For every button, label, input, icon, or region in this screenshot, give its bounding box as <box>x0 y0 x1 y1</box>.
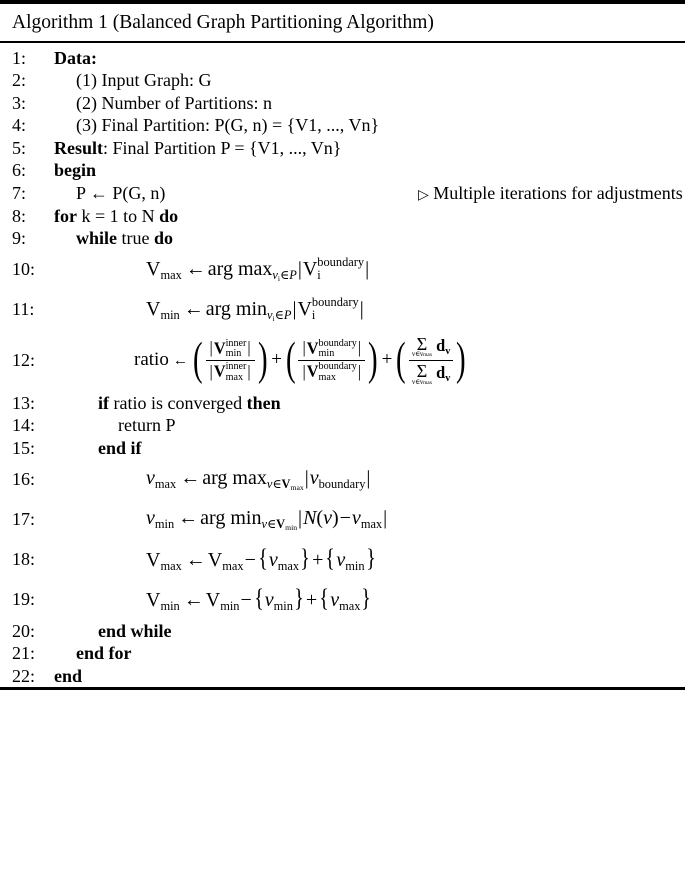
math-expression-vmax-argmax <box>146 256 370 284</box>
math-expression-update-vmax <box>146 545 377 574</box>
math-v: v <box>261 516 267 531</box>
math-sub-max: max <box>277 559 300 574</box>
math-brace-open: { <box>253 585 264 613</box>
math-v: v <box>146 466 155 489</box>
math-argmin: arg min <box>205 297 268 320</box>
line-number: 18: <box>12 548 36 569</box>
math-abs-open: | <box>297 257 302 280</box>
math-sum <box>412 362 432 386</box>
math-paren-close: ) <box>331 506 339 529</box>
math-denominator <box>409 360 453 386</box>
math-expression-vmax-lower <box>146 467 371 493</box>
math-v: v <box>330 589 340 612</box>
line-number: 2: <box>12 70 27 91</box>
line-number: 7: <box>12 183 27 204</box>
math-arrow: ← <box>178 506 199 529</box>
algorithm-line <box>0 414 685 437</box>
math-P: P <box>289 267 297 282</box>
line-number: 9: <box>12 228 27 249</box>
math-supsub <box>319 362 357 383</box>
math-V: V <box>146 589 161 612</box>
math-abs-close: | <box>357 338 362 357</box>
algorithm-line <box>0 182 685 205</box>
math-v: v <box>351 506 361 529</box>
math-sub-min: min <box>225 348 242 360</box>
math-minus: − <box>244 549 256 572</box>
math-paren-close: ) <box>456 334 466 386</box>
math-sup-boundary: boundary <box>318 361 357 373</box>
math-brace-close: } <box>294 585 304 613</box>
math-abs-open: | <box>292 297 297 320</box>
math-sub-condition <box>261 518 297 533</box>
line-number: 3: <box>12 92 27 113</box>
algorithm-line <box>0 114 685 137</box>
math-V: V <box>213 338 226 357</box>
math-plus: + <box>305 589 318 612</box>
line-text: end <box>54 665 83 686</box>
line-text: end if <box>98 438 142 459</box>
math-minus: − <box>339 506 351 529</box>
algorithm-line <box>0 460 685 500</box>
math-fraction <box>298 339 365 383</box>
math-numerator <box>409 335 453 360</box>
algorithm-line <box>0 642 685 665</box>
math-abs-open: | <box>302 338 306 357</box>
math-arrow: ← <box>185 257 206 280</box>
algorithm-line <box>0 47 685 70</box>
line-text: begin <box>54 160 97 181</box>
math-abs-close: | <box>366 466 371 489</box>
math-sup-inner: inner <box>225 337 247 349</box>
line-text: true <box>121 228 150 249</box>
math-d: d <box>436 363 446 383</box>
math-expression-update-vmin <box>146 585 372 614</box>
algorithm-line <box>0 159 685 182</box>
math-sub-min: min <box>285 523 298 533</box>
math-paren-open: ( <box>285 334 296 386</box>
comment-text: Multiple iterations for adjustments <box>433 183 683 204</box>
math-term-inner <box>206 339 255 383</box>
algorithm-line <box>0 580 685 620</box>
math-V: V <box>146 297 161 320</box>
math-arrow: ← <box>180 466 201 489</box>
math-supsub <box>226 362 247 383</box>
math-V: V <box>297 297 312 320</box>
math-paren-close: ) <box>368 334 378 386</box>
math-abs-close: | <box>365 257 370 280</box>
math-ratio-label: ratio <box>134 349 169 371</box>
line-number: 12: <box>12 350 36 371</box>
line-number: 8: <box>12 205 27 226</box>
math-sum-subscript <box>412 352 432 359</box>
line-number: 21: <box>12 643 36 664</box>
comment-triangle-icon: ▷ <box>418 188 429 204</box>
line-number: 22: <box>12 665 36 686</box>
math-sub-max: max <box>360 516 383 531</box>
math-sub-min: min <box>154 516 175 531</box>
math-V: V <box>281 476 291 491</box>
math-abs-close: | <box>359 297 364 320</box>
math-supsub <box>312 296 359 321</box>
math-expression-ratio <box>134 335 469 386</box>
algorithm-line <box>0 330 685 392</box>
algorithm-line <box>0 137 685 160</box>
math-in: ∈ <box>272 476 282 491</box>
math-sup-boundary: boundary <box>311 294 359 309</box>
math-d: d <box>436 336 446 355</box>
line-number: 13: <box>12 392 36 413</box>
math-argmin: arg min <box>200 506 262 529</box>
math-V: V <box>306 338 319 357</box>
math-abs-close: | <box>247 338 251 357</box>
line-number: 15: <box>12 438 36 459</box>
math-v: v <box>267 307 273 322</box>
math-plus: + <box>312 549 324 572</box>
math-v: v <box>323 506 332 529</box>
math-sigma: Σ <box>416 334 428 355</box>
math-paren-open: ( <box>192 334 203 386</box>
math-plus: + <box>381 349 393 371</box>
math-brace-open: { <box>258 545 268 573</box>
line-keyword-2: do <box>159 205 179 226</box>
math-sub-min: min <box>160 307 180 322</box>
math-N: N <box>303 506 317 529</box>
math-paren-open: ( <box>396 334 406 386</box>
math-sup-inner: inner <box>225 361 247 373</box>
math-abs-open: | <box>209 361 213 381</box>
math-sub-max: max <box>290 483 304 493</box>
math-sum-row <box>412 362 450 386</box>
bottom-rule <box>0 687 685 690</box>
line-text: (3) Final Partition: P(G, n) = {V1, ..., Vn} <box>76 115 380 136</box>
algorithm-line <box>0 69 685 92</box>
line-comment <box>418 182 683 205</box>
math-sub-condition <box>267 478 304 493</box>
math-sub-condition <box>267 309 291 324</box>
line-number: 19: <box>12 588 36 609</box>
math-numerator <box>206 339 255 361</box>
math-V: V <box>146 549 161 572</box>
math-arrow: ← <box>183 297 204 320</box>
math-V: V <box>146 257 161 280</box>
math-brace-close: } <box>300 545 310 573</box>
math-argmax: arg max <box>202 466 267 489</box>
math-sum-sub-text: v∈v <box>411 351 424 359</box>
math-sub-max: max <box>222 559 244 574</box>
math-v: v <box>146 506 155 529</box>
math-v: v <box>309 466 319 489</box>
math-sum-row <box>412 335 450 359</box>
line-keyword: if <box>98 392 109 413</box>
math-sub-max: max <box>225 371 244 383</box>
math-sub-boundary: boundary <box>318 476 366 491</box>
math-abs-open: | <box>302 361 306 381</box>
algorithm-line <box>0 250 685 290</box>
math-i: i <box>277 274 281 284</box>
line-keyword-2: then <box>246 392 281 413</box>
math-abs-open: | <box>209 338 213 357</box>
line-number: 1: <box>12 47 27 68</box>
line-number: 16: <box>12 468 36 489</box>
line-number: 11: <box>12 299 35 320</box>
math-term-boundary <box>298 339 365 383</box>
math-brace-close: } <box>361 585 372 613</box>
line-text: Data: <box>54 47 97 68</box>
line-text: P ← P(G, n) <box>76 183 166 204</box>
math-v: v <box>264 589 274 612</box>
math-V: V <box>306 361 319 381</box>
math-P: P <box>283 307 292 322</box>
line-text: : Final Partition P = {V1, ..., Vn} <box>103 137 342 158</box>
line-number: 4: <box>12 115 27 136</box>
algorithm-lines <box>0 43 685 688</box>
algorithm-line <box>0 437 685 460</box>
math-brace-close: } <box>365 545 376 573</box>
line-number: 14: <box>12 415 36 436</box>
math-V: V <box>302 257 318 280</box>
math-plus: + <box>271 349 282 371</box>
math-v: v <box>272 267 278 282</box>
math-arrow: ← <box>185 549 206 572</box>
math-in: ∈ <box>266 516 277 531</box>
math-denominator <box>206 360 255 383</box>
math-v: v <box>266 476 273 491</box>
math-in: ∈ <box>280 267 290 282</box>
math-minus: − <box>240 589 252 612</box>
math-sub-min: min <box>345 559 365 574</box>
math-supsub <box>317 256 364 281</box>
math-V: V <box>207 549 223 572</box>
math-sum-subscript <box>412 380 432 387</box>
math-argmax: arg max <box>207 257 273 280</box>
line-number: 5: <box>12 137 27 158</box>
line-number: 10: <box>12 259 36 280</box>
algorithm-line <box>0 620 685 643</box>
math-supsub <box>226 339 247 360</box>
line-number: 17: <box>12 508 36 529</box>
math-expression-vmin-lower <box>146 507 388 533</box>
math-expression-vmin-argmin <box>146 296 365 324</box>
math-sub-v: v <box>445 346 451 358</box>
line-text: ratio is converged <box>113 392 243 413</box>
algorithm-line <box>0 665 685 688</box>
math-denominator <box>298 360 365 383</box>
math-sub-v: v <box>445 373 451 385</box>
line-keyword: Result <box>54 137 103 158</box>
math-sub-max: max <box>154 476 177 491</box>
math-numerator <box>298 339 365 361</box>
math-fraction <box>409 335 453 386</box>
math-abs-open: | <box>304 466 309 489</box>
algorithm-line <box>0 227 685 250</box>
math-sub-i: i <box>311 307 316 322</box>
math-sum <box>412 335 432 359</box>
math-arrow: ← <box>172 352 189 370</box>
line-text: (1) Input Graph: G <box>76 70 212 91</box>
line-text: (2) Number of Partitions: n <box>76 92 272 113</box>
math-sub-min: min <box>318 348 335 360</box>
math-term-degree <box>409 335 453 386</box>
math-sub-min: min <box>220 599 240 614</box>
math-paren-close: ) <box>257 334 268 386</box>
math-sub-max: max <box>339 599 361 614</box>
math-v: v <box>268 549 278 572</box>
line-text: end for <box>76 643 132 664</box>
math-abs-close: | <box>247 361 251 381</box>
line-keyword: while <box>76 228 118 249</box>
algorithm-caption: Algorithm 1 (Balanced Graph Partitioning Algorithm) <box>12 12 434 33</box>
math-arrow: ← <box>183 589 204 612</box>
algorithm-line <box>0 290 685 330</box>
math-fraction <box>206 339 255 383</box>
line-text: end while <box>98 620 172 641</box>
math-sub-max: max <box>160 267 182 282</box>
line-keyword: for <box>54 205 77 226</box>
math-V: V <box>205 589 221 612</box>
math-sub-max: max <box>318 371 336 383</box>
math-abs-close: | <box>357 361 362 381</box>
math-sub-max: max <box>160 559 182 574</box>
math-sup-boundary: boundary <box>318 337 357 349</box>
math-sum-sub-tail: max <box>423 352 432 359</box>
line-number: 6: <box>12 160 27 181</box>
math-abs-close: | <box>383 506 388 529</box>
math-sum-sub-text: v∈v <box>411 378 424 386</box>
math-abs-open: | <box>298 506 303 529</box>
math-in: ∈ <box>274 307 284 322</box>
math-V: V <box>213 361 226 381</box>
algorithm-line <box>0 392 685 415</box>
math-brace-open: { <box>319 585 330 613</box>
line-keyword-2: do <box>154 228 174 249</box>
math-paren-open: ( <box>316 506 324 529</box>
line-text: k = 1 to N <box>81 205 155 226</box>
math-sub-min: min <box>273 599 293 614</box>
math-brace-open: { <box>325 545 336 573</box>
line-number: 20: <box>12 620 36 641</box>
math-v: v <box>336 549 346 572</box>
math-sub-condition <box>272 269 296 284</box>
math-sub-min: min <box>160 599 180 614</box>
algorithm-line <box>0 500 685 540</box>
math-i: i <box>272 314 275 324</box>
math-sub-i: i <box>317 267 321 282</box>
line-text: return P <box>118 415 176 436</box>
math-sum-sub-tail: max <box>423 379 432 386</box>
math-V: V <box>276 516 286 531</box>
math-sup-boundary: boundary <box>317 254 365 269</box>
algorithm-line <box>0 205 685 228</box>
math-sigma: Σ <box>416 361 428 382</box>
algorithm-line <box>0 92 685 115</box>
math-supsub <box>319 339 357 360</box>
algorithm-line <box>0 540 685 580</box>
